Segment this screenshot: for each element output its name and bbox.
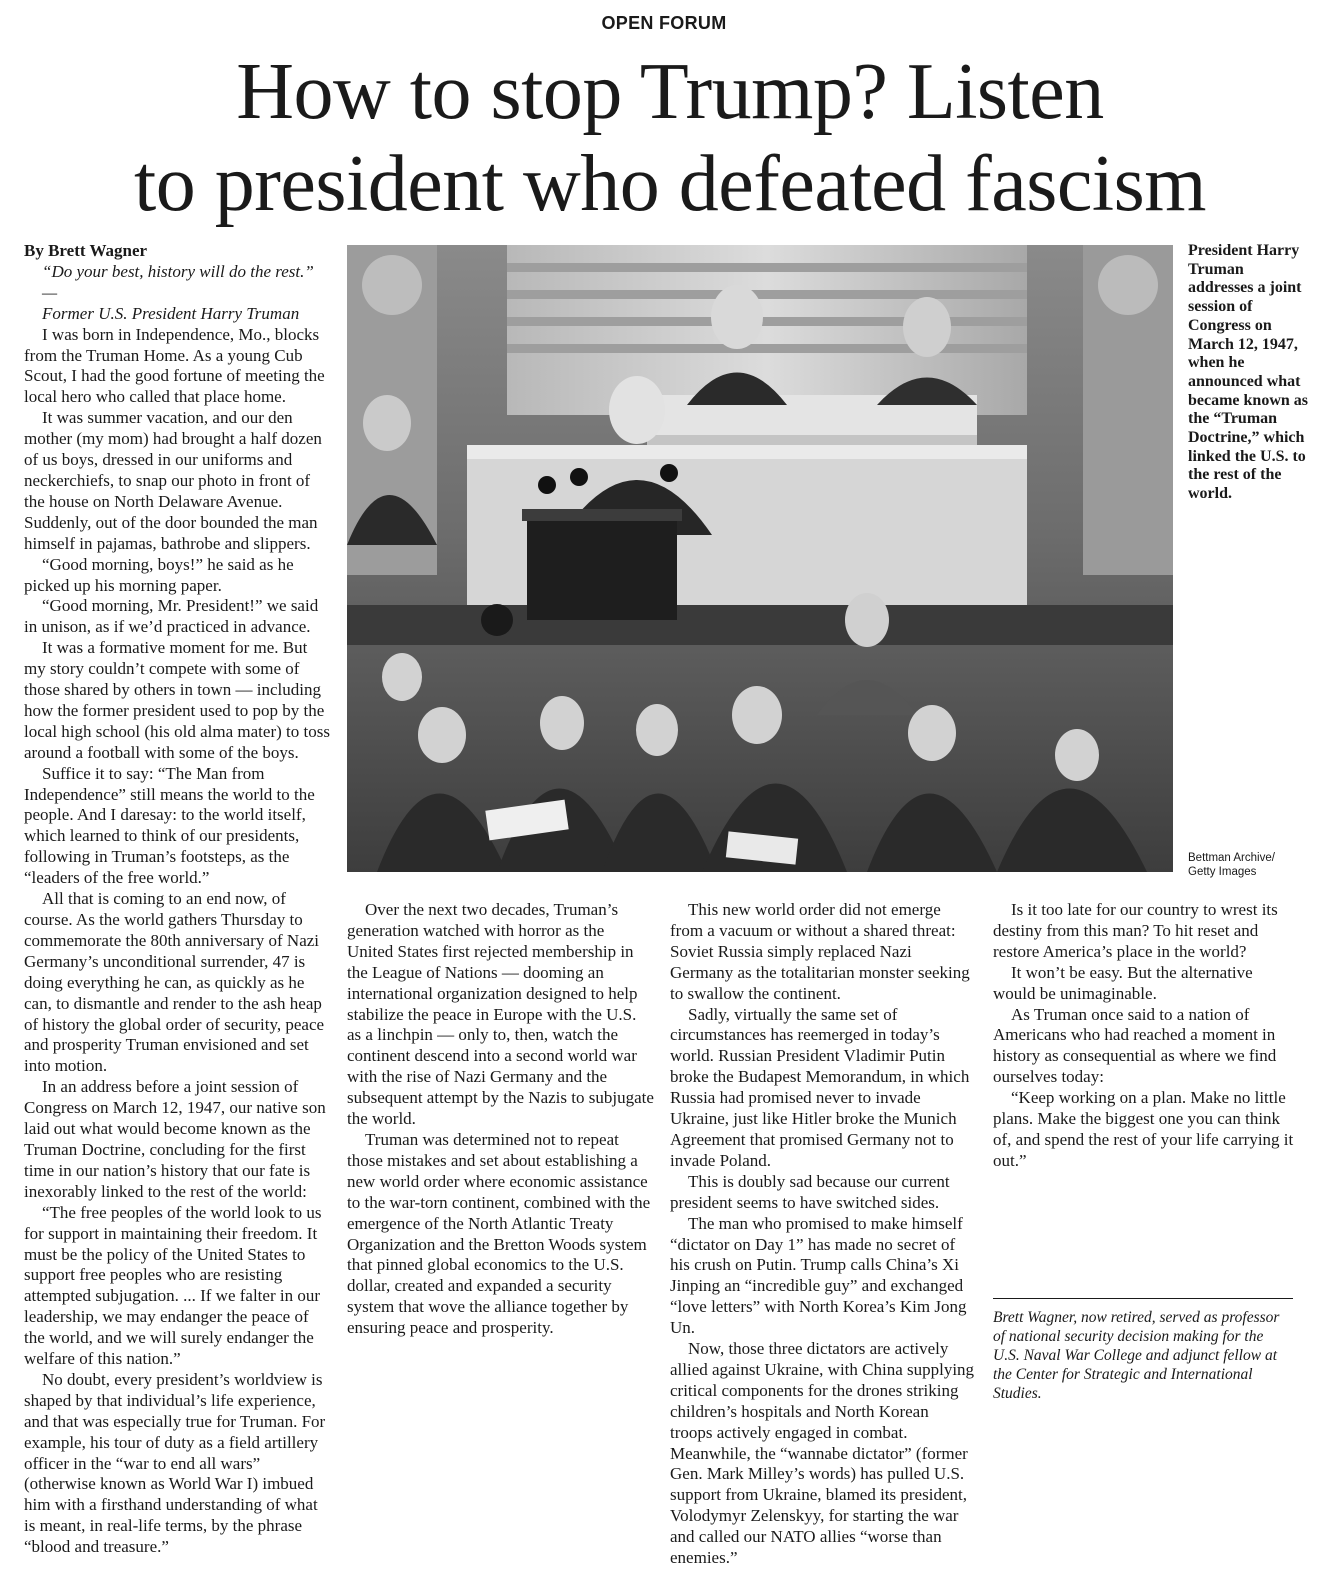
article-column-4 bbox=[993, 900, 1299, 1172]
epigraph bbox=[24, 262, 330, 325]
paragraph: All that is coming to an end now, of course. As the world gathers Thursday to commemorate the 80th anniversary of Nazi Germany’s unconditional surrender, 47 is doing everything he can, as quickly as he can, to dismantle and render to the ash heap of history the global order of security, peace and prosperity Truman envisioned and set into motion. bbox=[24, 889, 325, 1076]
paragraph: It won’t be easy. But the alternative would be unimaginable. bbox=[993, 962, 1253, 1003]
headline-line-1: How to stop Trump? Listen bbox=[236, 48, 1104, 136]
paragraph: Is it too late for our country to wrest its destiny from this man? To hit reset and restore America’s place in the world? bbox=[993, 900, 1278, 961]
epigraph-quote: “Do your best, history will do the rest.” — bbox=[42, 261, 314, 302]
article-photo bbox=[347, 245, 1173, 872]
photo-credit-line-2: Getty Images bbox=[1188, 866, 1257, 878]
photo-caption: President Harry Truman addresses a joint session of Congress on March 12, 1947, when he announced what became known as the “Truman Doctrine,” which linked the U.S. to the rest of the world. bbox=[1188, 242, 1309, 503]
paragraph: Sadly, virtually the same set of circumstances has reemerged in today’s world. Russian President Vladimir Putin broke the Budapest Memorandum, in which Russia had promised never to invade Ukraine, just like Hitler broke the Munich Agreement that promised Germany not to invade Poland. bbox=[670, 1004, 970, 1170]
photo-credit bbox=[1188, 851, 1310, 879]
article-column-1 bbox=[24, 241, 330, 1558]
paragraph: Now, those three dictators are actively allied against Ukraine, with China supplying critical components for the drones striking children’s hospitals and North Korean troops actively engaged in combat. Meanwhile, the “wannabe dictator” (former Gen. Mark Milley’s words) has pulled U.S. support from Ukraine, blamed its president, Volodymyr Zelenskyy, for starting the war and called our NATO allies “worse than enemies.” bbox=[670, 1339, 975, 1568]
paragraph: “Keep working on a plan. Make no little plans. Make the biggest one you can think of, and spend the rest of your life carrying it out.” bbox=[993, 1088, 1294, 1170]
article-column-2 bbox=[347, 900, 654, 1339]
paragraph: In an address before a joint session of Congress on March 12, 1947, our native son laid out what would become known as the Truman Doctrine, concluding for the first time in our nation’s history that our fate is inexorably linked to the rest of the world: bbox=[24, 1077, 326, 1201]
paragraph: It was a formative moment for me. But my story couldn’t compete with some of those shared by others in town — including how the former president used to pop by the local high school (his old alma mater) to toss around a football with some of the boys. bbox=[24, 638, 330, 762]
paragraph: As Truman once said to a nation of Americans who had reached a moment in history as consequential as where we find ourselves today: bbox=[993, 1004, 1277, 1087]
headline bbox=[20, 46, 1320, 230]
byline: By Brett Wagner bbox=[24, 241, 148, 260]
paragraph: “Good morning, Mr. President!” we said in unison, as if we’d practiced in advance. bbox=[24, 596, 319, 637]
section-label: OPEN FORUM bbox=[601, 13, 727, 33]
article-column-3 bbox=[670, 900, 975, 1569]
author-bio: Brett Wagner, now retired, served as professor of national security decision making for the U.S. Naval War College and adjunct fellow at the Center for Strategic and International Studies. bbox=[993, 1309, 1280, 1402]
paragraph: This new world order did not emerge from a vacuum or without a shared threat: Soviet Russia simply replaced Nazi Germany as the totalitarian monster seeking to swallow the continent. bbox=[670, 900, 970, 1003]
bio-divider bbox=[993, 1298, 1293, 1299]
paragraph: I was born in Independence, Mo., blocks from the Truman Home. As a young Cub Scout, I had the good fortune of meeting the local hero who called that place home. bbox=[24, 324, 325, 407]
paragraph: Truman was determined not to repeat those mistakes and set about establishing a new world order where economic assistance to the war-torn continent, combined with the emergence of the North Atlantic Treaty Organization and the Bretton Woods system that pinned global economics to the U.S. dollar, created and expanded a security system that wove the alliance together by ensuring peace and prosperity. bbox=[347, 1129, 651, 1338]
paragraph: “Good morning, boys!” he said as he picked up his morning paper. bbox=[24, 554, 294, 595]
paragraph: “The free peoples of the world look to us for support in maintaining their freedom. It must be the policy of the United States to support free peoples who are resisting attempted subjugation. ... If we falter in our leadership, we may endanger the peace of the world, and we will surely endanger the welfare of this nation.” bbox=[24, 1202, 322, 1369]
paragraph: Over the next two decades, Truman’s generation watched with horror as the United States first rejected membership in the League of Nations — dooming an international organization designed to help stabilize the peace in Europe with the U.S. as a linchpin — only to, then, watch the continent descend into a second world war with the rise of Nazi Germany and the subsequent attempt by the Nazis to subjugate the world. bbox=[347, 900, 654, 1129]
epigraph-attribution: Former U.S. President Harry Truman bbox=[42, 303, 300, 323]
paragraph: No doubt, every president’s worldview is shaped by that individual’s life experience, and that was especially true for Truman. For example, his tour of duty as a field artillery officer in the “war to end all wars” (otherwise known as World War I) imbued him with a firsthand understanding of what is meant, in real-life terms, by the phrase “blood and treasure.” bbox=[24, 1369, 326, 1557]
paragraph: The man who promised to make himself “dictator on Day 1” has made no secret of his crush on Putin. Trump calls China’s Xi Jinping an “incredible guy” and exchanged “love letters” with North Korea’s Kim Jong Un. bbox=[670, 1213, 967, 1338]
headline-line-2: to president who defeated fascism bbox=[133, 140, 1206, 228]
photo-credit-line-1: Bettman Archive/ bbox=[1188, 852, 1275, 864]
paragraph: It was summer vacation, and our den mother (my mom) had brought a half dozen of us boys, dressed in our uniforms and neckerchiefs, to snap our photo in front of the house on North Delaware Avenue. Suddenly, out of the door bounded the man himself in pajamas, bathrobe and slippers. bbox=[24, 408, 322, 553]
paragraph: Suffice it to say: “The Man from Independence” still means the world to the people. And I daresay: to the world itself, which learned to think of our presidents, following in Truman’s footsteps, as the “leaders of the free world.” bbox=[24, 763, 315, 888]
paragraph: This is doubly sad because our current president seems to have switched sides. bbox=[670, 1171, 950, 1212]
